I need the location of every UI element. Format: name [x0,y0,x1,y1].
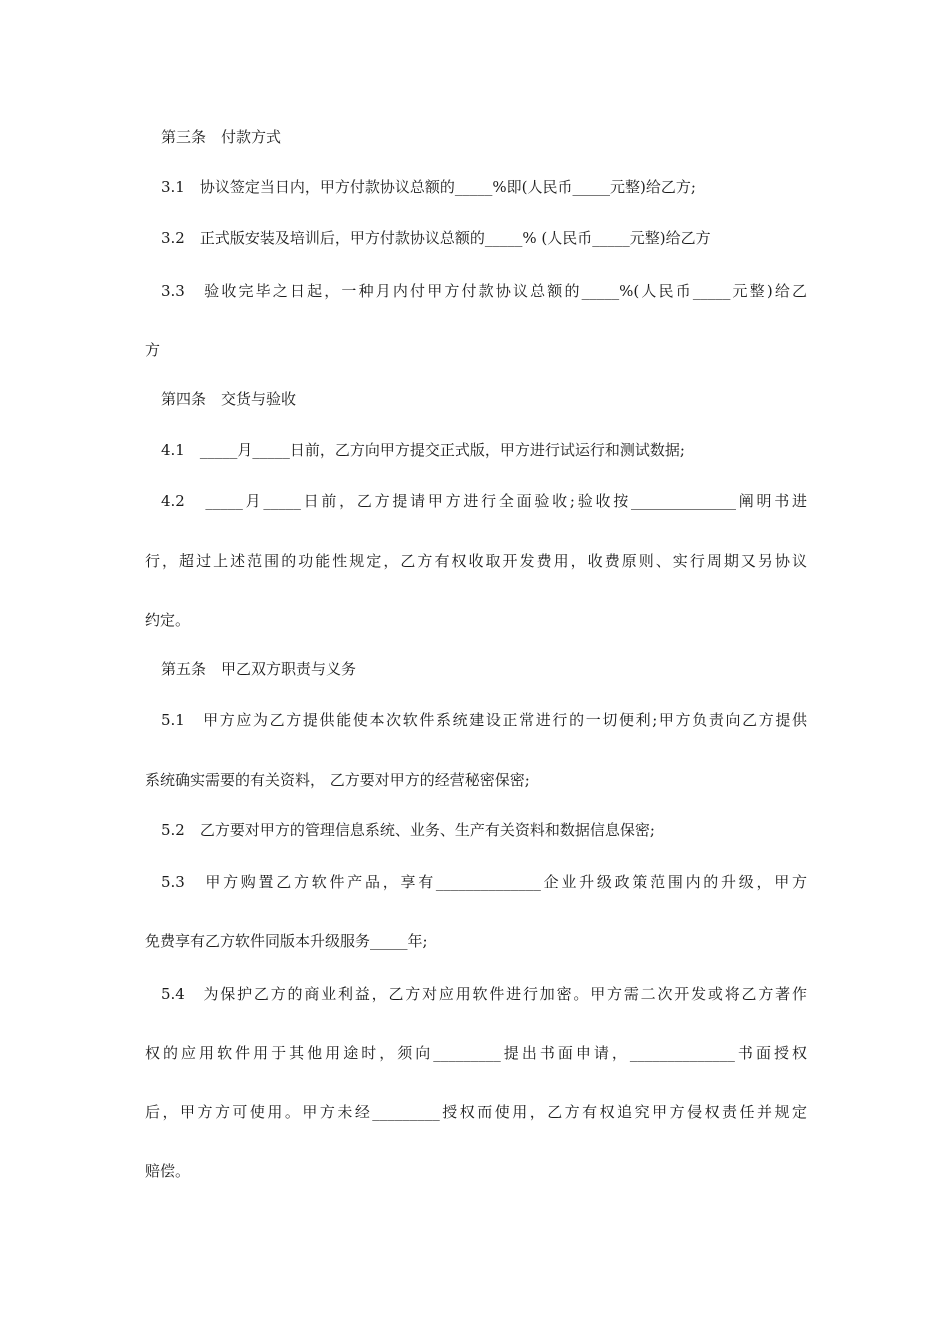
clause-4-2-continued-1: 行，超过上述范围的功能性规定，乙方有权收取开发费用，收费原则、实行周期又另协议 [145,552,807,570]
clause-3-1: 3.1 协议签定当日内，甲方付款协议总额的_____%即(人民币_____元整)给乙方; [161,178,696,196]
clause-5-4: 5.4 为保护乙方的商业利益，乙方对应用软件进行加密。甲方需二次开发或将乙方著作 [161,985,807,1003]
clause-3-3: 3.3 验收完毕之日起，一种月内付甲方付款协议总额的_____%(人民币_____元整)给乙 [161,282,807,300]
clause-3-3-continued: 方 [145,341,161,359]
section-4-heading: 第四条 交货与验收 [161,390,297,408]
clause-5-3: 5.3 甲方购置乙方软件产品，享有______________企业升级政策范围内的升级，甲方 [161,873,807,891]
clause-5-1: 5.1 甲方应为乙方提供能使本次软件系统建设正常进行的一切便利;甲方负责向乙方提供 [161,711,807,729]
section-5-heading: 第五条 甲乙双方职责与义务 [161,660,357,678]
clause-5-2: 5.2 乙方要对甲方的管理信息系统、业务、生产有关资料和数据信息保密; [161,821,655,839]
clause-5-4-continued-1: 权的应用软件用于其他用途时，须向_________提出书面申请，______________书面授权 [145,1044,807,1062]
clause-5-4-continued-3: 赔偿。 [145,1162,191,1180]
clause-5-3-continued: 免费享有乙方软件同版本升级服务_____年; [145,932,428,950]
clause-4-1: 4.1 _____月_____日前，乙方向甲方提交正式版，甲方进行试运行和测试数据; [161,441,685,459]
clause-4-2-continued-2: 约定。 [145,611,191,629]
clause-5-1-continued: 系统确实需要的有关资料， 乙方要对甲方的经营秘密保密; [145,771,530,789]
clause-4-2: 4.2 _____月_____日前，乙方提请甲方进行全面验收;验收按______________阐明书进 [161,492,807,510]
clause-3-2: 3.2 正式版安装及培训后，甲方付款协议总额的_____% (人民币_____元整)给乙方 [161,229,711,247]
section-3-heading: 第三条 付款方式 [161,128,282,146]
clause-5-4-continued-2: 后，甲方方可使用。甲方未经_________授权而使用，乙方有权追究甲方侵权责任并规定 [145,1103,807,1121]
